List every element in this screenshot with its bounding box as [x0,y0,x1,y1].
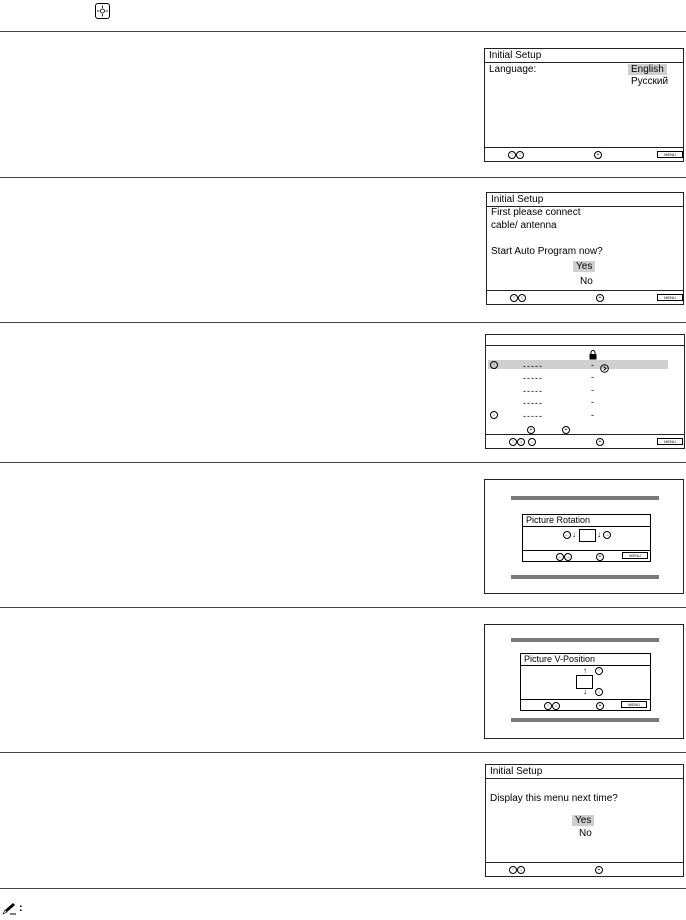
scroll-up-icon[interactable]: ↑ [490,361,498,370]
enter-icon: + [596,553,604,562]
enter-icon: + [595,866,603,875]
option-english[interactable]: English [628,64,667,75]
arrow-down-icon: ↓ [572,530,576,539]
panel-footer [487,290,683,304]
dialog-title: Picture V-Position [521,654,650,666]
move-up-icon[interactable]: ↑ [595,667,603,676]
enter-icon: + [596,702,604,711]
vposition-dialog [520,653,651,711]
channel-name: ----- [523,373,543,383]
divider [0,752,686,753]
screen-top-bar [511,638,659,642]
pencil-note-icon [2,902,18,920]
connect-line-1: First please connect [491,207,581,218]
panel-title: Initial Setup [486,765,683,779]
rotation-dialog [522,514,651,562]
panel-footer [486,862,683,876]
panel-title: Initial Setup [485,49,683,63]
picture-rotation-screen [484,479,684,594]
menu-exit-button[interactable]: MENU [622,552,648,559]
select-enter-icon [95,3,110,19]
move-down-icon[interactable]: ↓ [595,688,603,697]
dialog-title: Picture Rotation [523,515,650,527]
divider [0,177,686,178]
divider [0,31,686,32]
channel-name: ----- [523,386,543,396]
final-setup-panel [485,764,684,877]
up-down-icon: ↑ ↓ [508,151,524,160]
option-no[interactable]: No [580,276,593,287]
channel-list-panel [485,334,685,449]
scroll-down-icon[interactable]: ↓ [490,411,498,420]
up-down-icon: ↑ ↓ → [509,438,536,447]
channel-value: - [591,372,595,382]
panel-title: Initial Setup [487,193,683,207]
channel-name: ----- [523,398,543,408]
arrow-down-icon: ↓ [583,687,587,696]
channel-value: - [591,410,595,420]
enter-icon: + [596,438,604,447]
divider [0,888,686,889]
screen-bottom-bar [511,575,659,579]
channel-value: - [591,385,595,395]
menu-exit-button[interactable]: MENU [621,701,647,708]
menu-exit-button[interactable]: MENU [657,294,683,301]
connect-line-2: cable/ antenna [491,220,557,231]
channel-name: ----- [523,411,543,421]
screen-bottom-bar [511,718,659,722]
menu-exit-button[interactable]: MENU [657,151,683,158]
panel-footer [485,147,683,161]
menu-exit-button[interactable]: MENU [657,438,683,445]
display-next-time-question: Display this menu next time? [490,793,618,804]
auto-program-question: Start Auto Program now? [491,246,603,257]
enter-icon: + [527,426,535,435]
rotation-indicator [579,529,596,542]
picture-vposition-screen [484,624,684,739]
up-down-icon: ↑ ↓ [544,702,560,711]
rotate-right-icon[interactable]: → [604,532,610,538]
up-down-icon: ↑ ↓ [509,866,525,875]
option-yes[interactable]: Yes [572,815,594,826]
channel-value: - [591,360,595,370]
enter-icon: + [594,151,602,160]
rotate-left-icon[interactable]: ← [564,532,570,538]
panel-footer [486,434,684,448]
arrow-down-icon: ↓ [597,530,601,539]
auto-program-panel [486,192,684,305]
option-russian[interactable]: Русский [631,76,669,87]
channel-value: - [591,397,595,407]
language-label: Language: [489,64,537,75]
up-down-icon: ↑ ↓ [510,294,526,303]
enter-icon: + [596,294,604,303]
arrow-up-icon: ↑ [583,666,587,675]
channel-name: ----- [523,361,543,371]
enter-icon: + [562,426,570,435]
option-yes[interactable]: Yes [573,261,595,272]
language-setup-panel [484,48,684,162]
divider [0,607,686,608]
note-colon: : [19,902,23,914]
option-no[interactable]: No [579,828,592,839]
divider [0,462,686,463]
left-right-icon: ← → [557,554,571,560]
divider [0,322,686,323]
screen-top-bar [511,496,659,500]
arrow-right-icon [600,360,609,378]
